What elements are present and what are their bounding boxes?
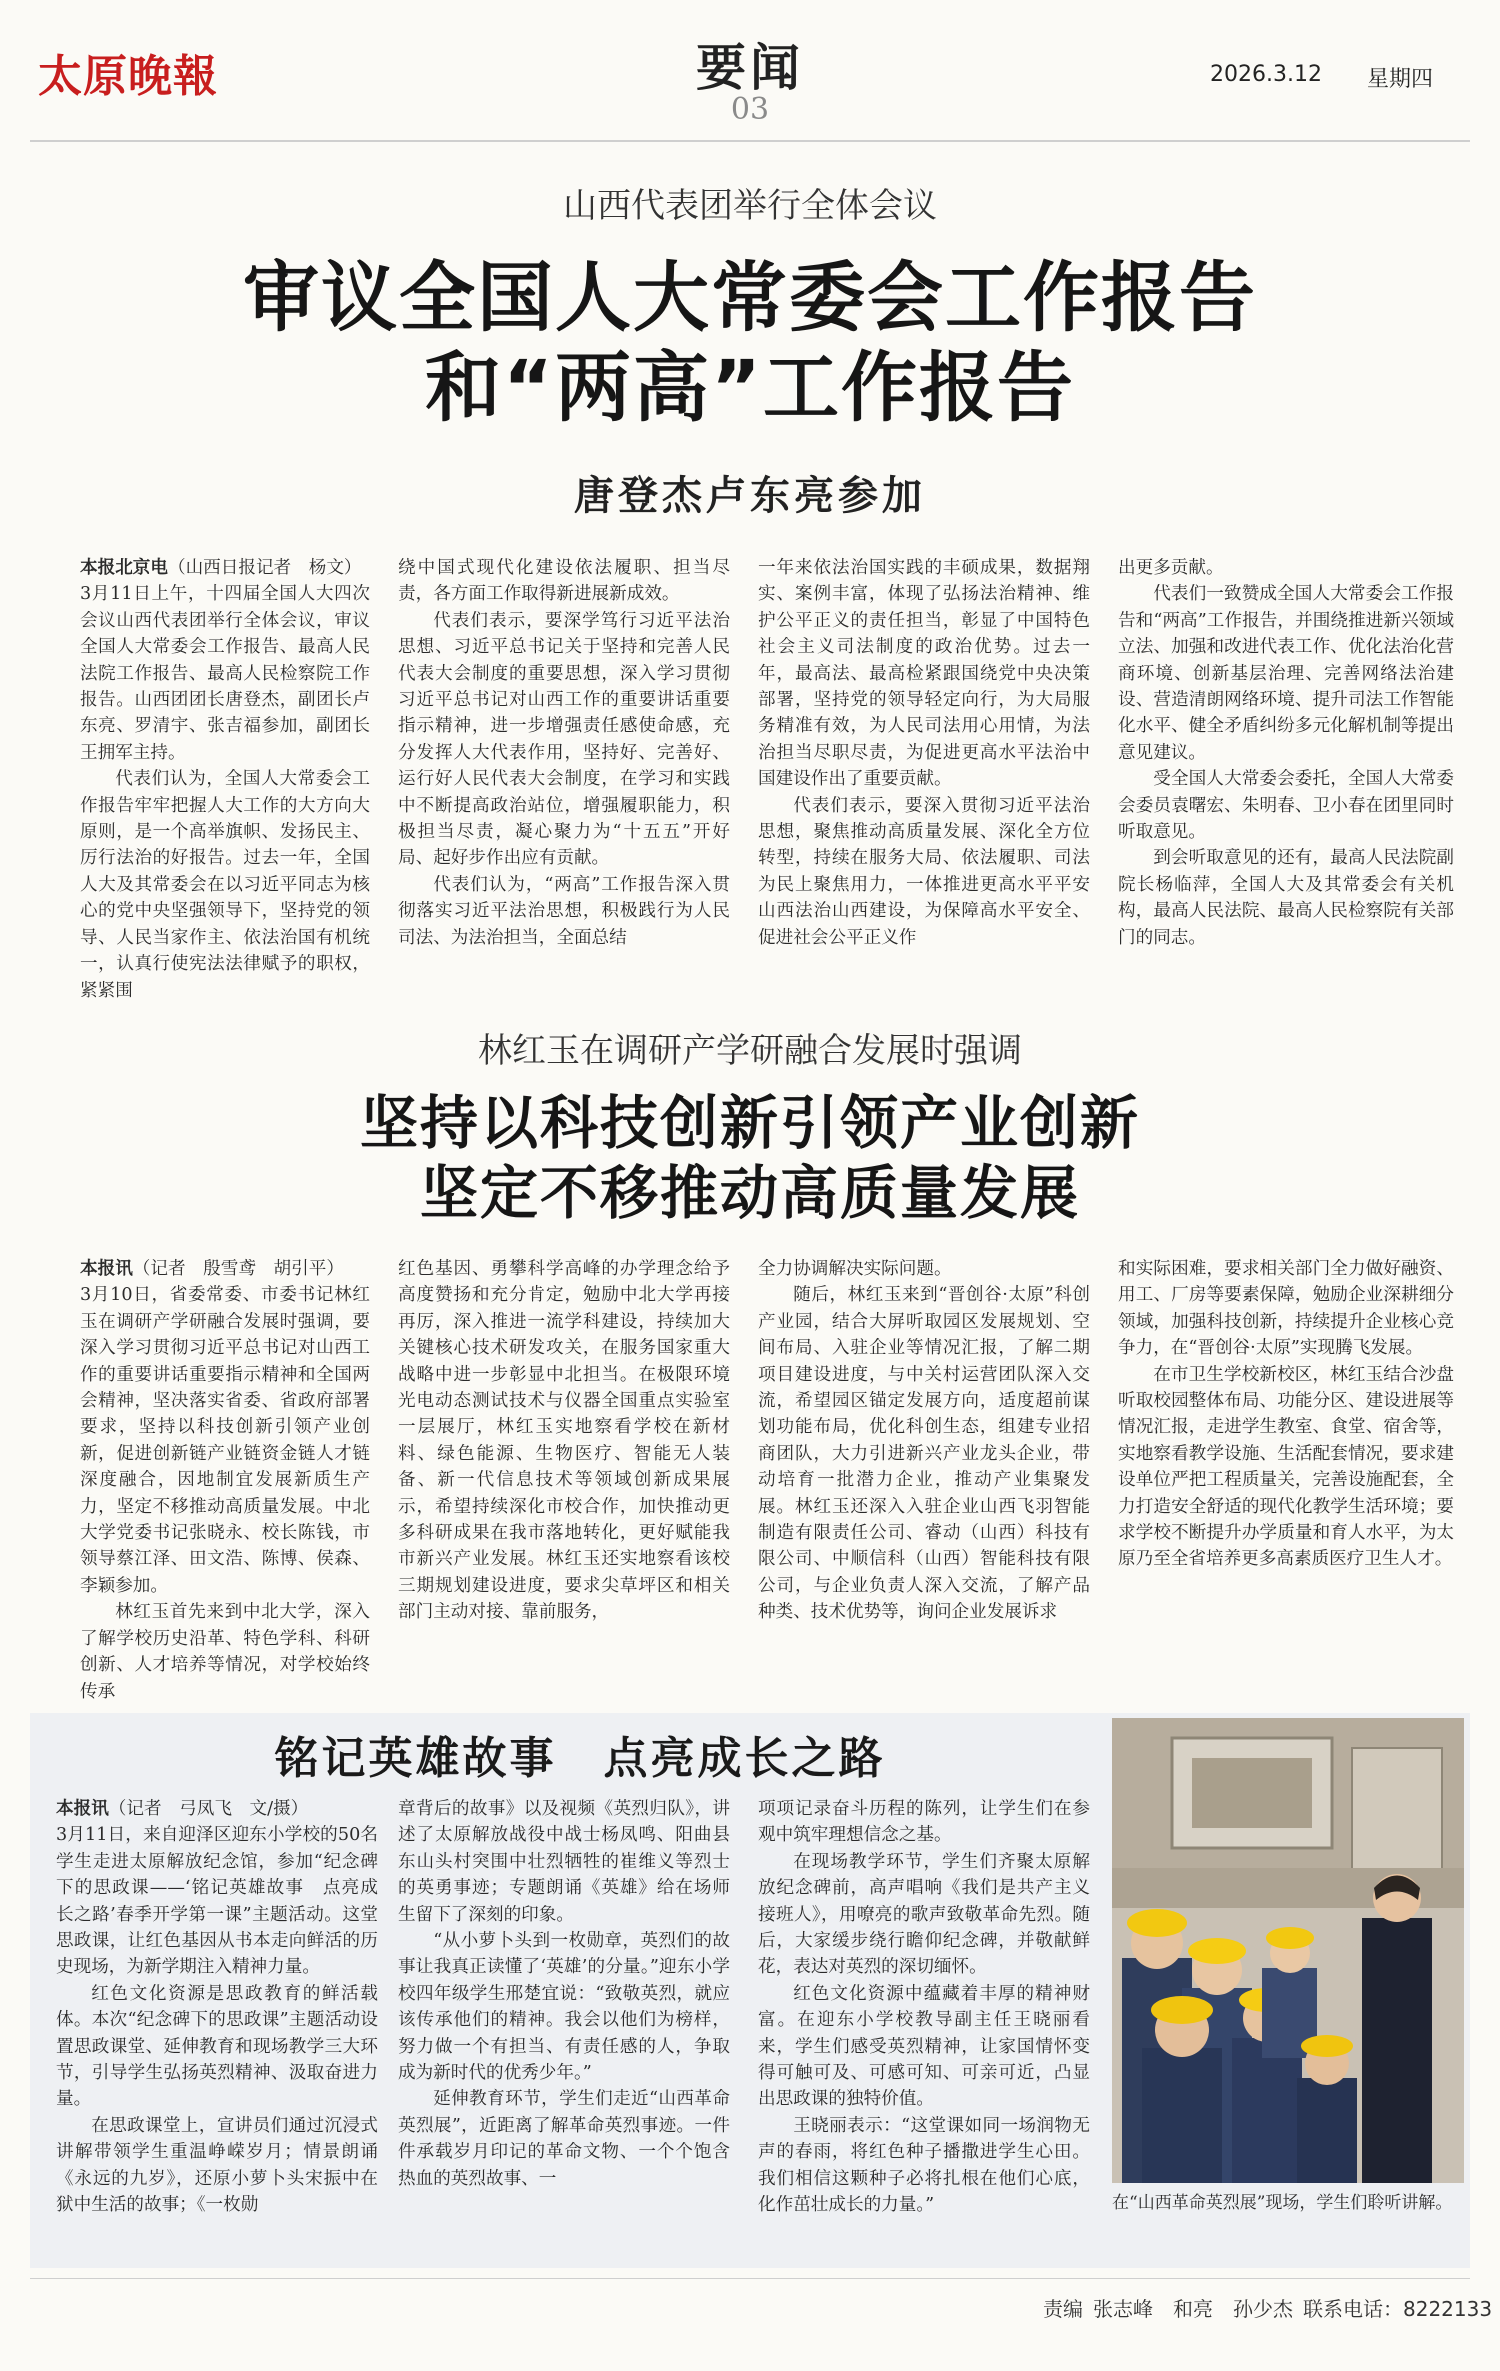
feature-column-1 xyxy=(56,1796,378,2256)
paragraph: 代表们认为，“两高”工作报告深入贯彻落实习近平法治思想，积极践行为人民司法、为法治担当，全面总结 xyxy=(398,874,730,948)
editor-names: 张志峰 和亮 孙少杰 xyxy=(1093,2297,1293,2321)
article2-kicker: 林红玉在调研产学研融合发展时强调 xyxy=(478,1031,1022,1071)
article1-column-1 xyxy=(80,555,370,1001)
paragraph: 绕中国式现代化建设依法履职、担当尽责，各方面工作取得新进展新成效。 xyxy=(398,558,730,605)
article2-column-1 xyxy=(80,1256,370,1702)
article2-byline: 本报讯（记者 殷雪鸢 胡引平） xyxy=(80,1259,344,1279)
editor-label: 责编 xyxy=(1043,2297,1083,2321)
issue-date: 2026.3.12 xyxy=(1210,62,1322,87)
issue-weekday: 星期四 xyxy=(1367,67,1434,92)
article2-headline-line1: 坚持以科技创新引领产业创新 xyxy=(359,1089,1140,1157)
article1-column-4 xyxy=(1118,555,1454,987)
page-number: 03 xyxy=(730,92,770,127)
paragraph: 章背后的故事》以及视频《英烈归队》，讲述了太原解放战役中战士杨凤鸣、阳曲县东山头村突围中壮烈牺牲的崔维义等烈士的英勇事迹；专题朗诵《英雄》给在场师生留下了深刻的印象。 xyxy=(398,1799,730,1925)
article1-headline-line1: 审议全国人大常委会工作报告 xyxy=(243,253,1257,342)
paragraph: 全力协调解决实际问题。 xyxy=(758,1259,952,1279)
photo-caption: 在“山西革命英烈展”现场，学生们聆听讲解。 xyxy=(1112,2193,1453,2213)
article2-column-4 xyxy=(1118,1256,1454,1654)
paragraph: 3月11日上午，十四届全国人大四次会议山西代表团举行全体会议，审议全国人大常委会工作报告、最高人民法院工作报告、最高人民检察院工作报告。山西团团长唐登杰，副团长卢东亮、罗清宇、张吉福参加，副团长王拥军主持。 xyxy=(80,584,370,763)
paragraph: 红色基因、勇攀科学高峰的办学理念给予高度赞扬和充分肯定，勉励中北大学再接再厉，深入推进一流学科建设，持续加大关键核心技术研发攻关，在服务国家重大战略中进一步彰显中北担当。在极限环境光电动态测试技术与仪器全国重点实验室一层展厅，林红玉实地察看学校在新材料、绿色能源、生物医疗、智能无人装备、新一代信息技术等领域创新成果展示，希望持续深化市校合作，加快推动更多科研成果在我市落地转化，更好赋能我市新兴产业发展。林红玉还实地察看该校三期规划建设进度，要求尖草坪区和相关部门主动对接、靠前服务， xyxy=(398,1259,730,1623)
paragraph: 和实际困难，要求相关部门全力做好融资、用工、厂房等要素保障，勉励企业深耕细分领域，加强科技创新，持续提升企业核心竞争力，在“晋创谷·太原”实现腾飞发展。 xyxy=(1118,1259,1454,1359)
article1-byline: 本报北京电（山西日报记者 杨文） xyxy=(80,558,362,578)
phone-label: 联系电话： xyxy=(1303,2297,1403,2321)
paragraph: 出更多贡献。 xyxy=(1118,558,1224,578)
feature-column-2 xyxy=(398,1796,730,2256)
article1-column-2 xyxy=(398,555,730,987)
article1-subhead: 唐登杰卢东亮参加 xyxy=(574,472,926,519)
paragraph: 到会听取意见的还有，最高人民法院副院长杨临萍，全国人大及其常委会有关机构，最高人民法院、最高人民检察院有关部门的同志。 xyxy=(1118,848,1454,948)
section-title: 要闻 xyxy=(696,38,804,97)
paragraph: 代表们表示，要深学笃行习近平法治思想、习近平总书记关于坚持和完善人民代表大会制度的重要思想，深入学习贯彻习近平总书记对山西工作的重要讲话重要指示精神，进一步增强责任感使命感，充分发挥人大代表作用，坚持好、完善好、运行好人民代表大会制度，在学习和实践中不断提高政治站位，增强履职能力，积极担当尽责，凝心聚力为“十五五”开好局、起好步作出应有贡献。 xyxy=(398,610,730,869)
article2-column-2 xyxy=(398,1256,730,1654)
feature-column-3 xyxy=(758,1796,1090,2256)
article1-kicker: 山西代表团举行全体会议 xyxy=(563,186,937,226)
paragraph: 红色文化资源是思政教育的鲜活载体。本次“纪念碑下的思政课”主题活动设置思政课堂、延伸教育和现场教学三大环节，引导学生弘扬英烈精神、汲取奋进力量。 xyxy=(56,1983,378,2110)
article1-column-3 xyxy=(758,555,1090,987)
paragraph: 一年来依法治国实践的丰硕成果，数据翔实、案例丰富，体现了弘扬法治精神、维护公平正义的责任担当，彰显了中国特色社会主义司法制度的政治优势。过去一年，最高法、最高检紧跟国绕党中央决策部署，坚持党的领导轻定向行，为大局服务精准有效，为人民司法用心用情，为法治担当尽职尽责，为促进更高水平法治中国建设作出了重要贡献。 xyxy=(758,558,1090,790)
paragraph: 延伸教育环节，学生们走近“山西革命英烈展”，近距离了解革命英烈事迹。一件件承载岁月印记的革命文物、一个个饱含热血的英烈故事、一 xyxy=(398,2089,730,2189)
paragraph: 代表们一致赞成全国人大常委会工作报告和“两高”工作报告，并围绕推进新兴领域立法、加强和改进代表工作、优化法治化营商环境、创新基层治理、完善网络法治建设、营造清朗网络环境、提升司法工作智能化水平、健全矛盾纠纷多元化解机制等提出意见建议。 xyxy=(1118,584,1454,763)
paragraph: 在现场教学环节，学生们齐聚太原解放纪念碑前，高声唱响《我们是共产主义接班人》，用嘹亮的歌声致敬革命先烈。随后，大家缓步绕行瞻仰纪念碑，并敬献鲜花，表达对英烈的深切缅怀。 xyxy=(758,1851,1090,1978)
paragraph: 代表们认为，全国人大常委会工作报告牢牢把握人大工作的大方向大原则，是一个高举旗帜、发扬民主、厉行法治的好报告。过去一年，全国人大及其常委会在以习近平同志为核心的党中央坚强领导下，坚持党的领导、人民当家作主、依法治国有机统一，认真行使宪法法律赋予的职权，紧紧围 xyxy=(80,769,370,1001)
phone-number: 8222133 xyxy=(1403,2297,1493,2321)
news-photo xyxy=(1112,1718,1464,2183)
paragraph: 在思政课堂上，宣讲员们通过沉浸式讲解带领学生重温峥嵘岁月；情景朗诵《永远的九岁》，还原小萝卜头宋振中在狱中生活的故事；《一枚勋 xyxy=(56,2115,378,2216)
newspaper-logo: 太原晚報 xyxy=(38,51,218,102)
paragraph: 随后，林红玉来到“晋创谷·太原”科创产业园，结合大屏听取园区发展规划、空间布局、入驻企业等情况汇报，了解二期项目建设进度，与中关村运营团队深入交流，希望园区锚定发展方向，适度超前谋划功能布局，优化科创生态，组建专业招商团队，大力引进新兴产业龙头企业，带动培育一批潜力企业，推动产业集聚发展。林红玉还深入入驻企业山西飞羽智能制造有限责任公司、睿动（山西）科技有限公司、中顺信科（山西）智能科技有限公司，与企业负责人深入交流，了解产品种类、技术优势等，询问企业发展诉求 xyxy=(758,1285,1090,1623)
article1-headline-line2: 和“两高”工作报告 xyxy=(425,343,1075,432)
paragraph: 林红玉首先来到中北大学，深入了解学校历史沿革、特色学科、科研创新、人才培养等情况，对学校始终传承 xyxy=(80,1602,370,1702)
paragraph: 代表们表示，要深入贯彻习近平法治思想，聚焦推动高质量发展、深化全方位转型，持续在服务大局、依法履职、司法为民上聚焦用力，一体推进更高水平平安山西法治山西建设，为保障高水平安全、促进社会公平正义作 xyxy=(758,795,1090,948)
masthead-divider xyxy=(30,140,1470,142)
paragraph: 受全国人大常委会委托，全国人大常委会委员袁曙宏、朱明春、卫小春在团里同时听取意见。 xyxy=(1118,769,1454,843)
article2-headline-line2: 坚定不移推动高质量发展 xyxy=(419,1159,1080,1227)
paragraph: 红色文化资源中蕴藏着丰厚的精神财富。在迎东小学校教导副主任王晓丽看来，学生们感受英烈精神，让家国情怀变得可触可及、可感可知、可亲可近，凸显出思政课的独特价值。 xyxy=(758,1983,1090,2110)
paragraph: 在市卫生学校新校区，林红玉结合沙盘听取校园整体布局、功能分区、建设进展等情况汇报，走进学生教室、食堂、宿舍等，实地察看教学设施、生活配套情况，要求建设单位严把工程质量关，完善设施配套，全力打造安全舒适的现代化教学生活环境；要求学校不断提升办学质量和育人水平，为太原乃至全省培养更多高素质医疗卫生人才。 xyxy=(1118,1364,1454,1570)
footer-divider xyxy=(30,2278,1470,2279)
feature-title: 铭记英雄故事 点亮成长之路 xyxy=(274,1733,886,1784)
editorial-footer xyxy=(1043,2293,1492,2322)
paragraph: 项项记录奋斗历程的陈列，让学生们在参观中筑牢理想信念之基。 xyxy=(758,1799,1090,1846)
exhibition-photo-illustration xyxy=(1112,1718,1464,2183)
paragraph: 3月11日，来自迎泽区迎东小学校的50名学生走进太原解放纪念馆，参加“纪念碑下的思政课——‘铭记英雄故事 点亮成长之路’春季开学第一课”主题活动。这堂思政课，让红色基因从书本走向鲜活的历史现场，为新学期注入精神力量。 xyxy=(56,1825,378,1978)
paragraph: 3月10日，省委常委、市委书记林红玉在调研产学研融合发展时强调，要深入学习贯彻习近平总书记对山西工作的重要讲话重要指示精神和全国两会精神，坚决落实省委、省政府部署要求，坚持以科技创新引领产业创新，促进创新链产业链资金链人才链深度融合，因地制宜发展新质生产力，坚定不移推动高质量发展。中北大学党委书记张晓永、校长陈钱，市领导蔡江泽、田文浩、陈博、侯森、李颖参加。 xyxy=(80,1285,370,1596)
paragraph: 王晓丽表示：“这堂课如同一场润物无声的春雨，将红色种子播撒进学生心田。我们相信这颗种子必将扎根在他们心底，化作茁壮成长的力量。” xyxy=(758,2115,1090,2216)
article2-column-3 xyxy=(758,1256,1090,1654)
paragraph: “从小萝卜头到一枚勋章，英烈们的故事让我真正读懂了‘英雄’的分量。”迎东小学校四年级学生邢楚宜说：“致敬英烈，就应该传承他们的精神。我会以他们为榜样，努力做一个有担当、有责任感的人，争取成为新时代的优秀少年。” xyxy=(398,1931,730,2084)
feature-byline: 本报讯（记者 弓凤飞 文/摄） xyxy=(56,1799,309,1819)
